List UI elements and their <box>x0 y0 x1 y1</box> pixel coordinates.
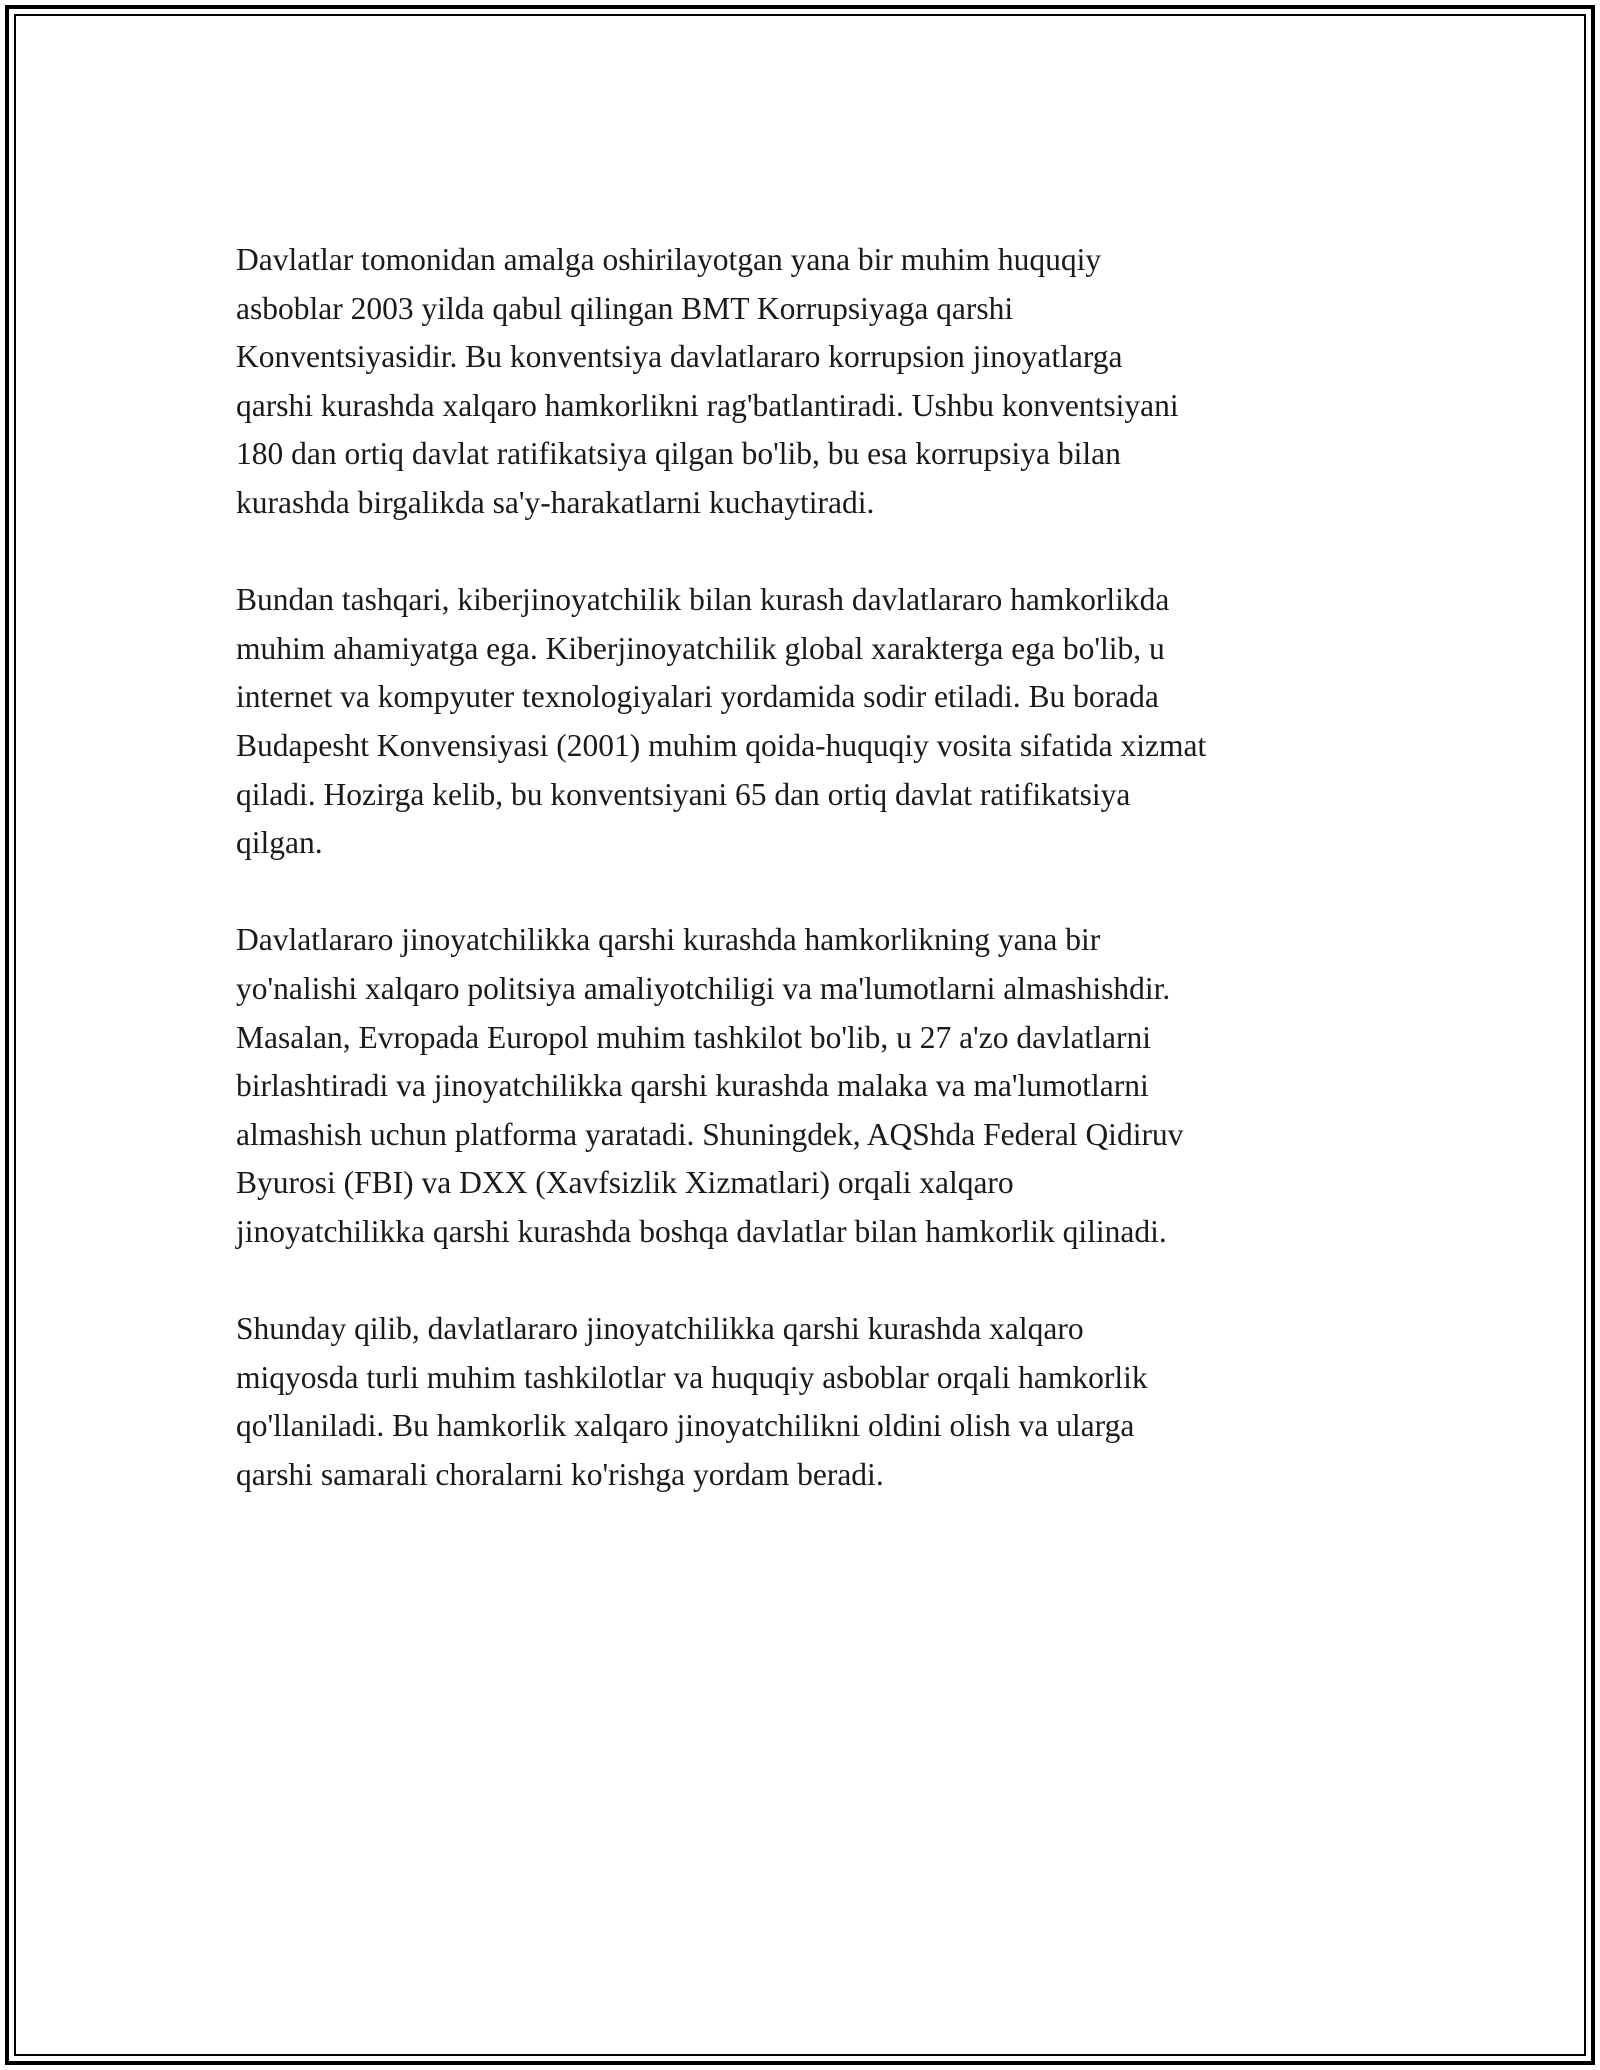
paragraph-3: Davlatlararo jinoyatchilikka qarshi kurashda hamkorlikning yana bir yo'nalishi xalqaro politsiya amaliyotchiligi va ma'lumotlarni almashishdir. Masalan, Evropada Europol muhim tashkilot bo'lib, u 27 a'zo davlatlarni birlashtiradi va jinoyatchilikka qarshi kurashda malaka va ma'lumotlarni almashish uchun platforma yaratadi. Shuningdek, AQShda Federal Qidiruv Byurosi (FBI) va DXX (Xavfsizlik Xizmatlari) orqali xalqaro jinoyatchilikka qarshi kurashda boshqa davlatlar bilan hamkorlik qilinadi. <box>236 922 1184 1249</box>
paragraph-4: Shunday qilib, davlatlararo jinoyatchilikka qarshi kurashda xalqaro miqyosda turli muhim tashkilotlar va huquqiy asboblar orqali hamkorlik qo'llaniladi. Bu hamkorlik xalqaro jinoyatchilikni oldini olish va ularga qarshi samarali choralarni ko'rishga yordam beradi. <box>236 1311 1148 1492</box>
document-body <box>236 236 1370 1548</box>
paragraph-2: Bundan tashqari, kiberjinoyatchilik bilan kurash davlatlararo hamkorlikda muhim ahamiyatga ega. Kiberjinoyatchilik global xarakterga ega bo'lib, u internet va kompyuter texnologiyalari yordamida sodir etiladi. Bu borada Budapesht Konvensiyasi (2001) muhim qoida-huquqiy vosita sifatida xizmat qiladi. Hozirga kelib, bu konventsiyani 65 dan ortiq davlat ratifikatsiya qilgan. <box>236 582 1207 861</box>
paragraph-1: Davlatlar tomonidan amalga oshirilayotgan yana bir muhim huquqiy asboblar 2003 yilda qabul qilingan BMT Korrupsiyaga qarshi Konventsiyasidir. Bu konventsiya davlatlararo korrupsion jinoyatlarga qarshi kurashda xalqaro hamkorlikni rag'batlantiradi. Ushbu konventsiyani 180 dan ortiq davlat ratifikatsiya qilgan bo'lib, bu esa korrupsiya bilan kurashda birgalikda sa'y-harakatlarni kuchaytiradi. <box>236 242 1179 520</box>
